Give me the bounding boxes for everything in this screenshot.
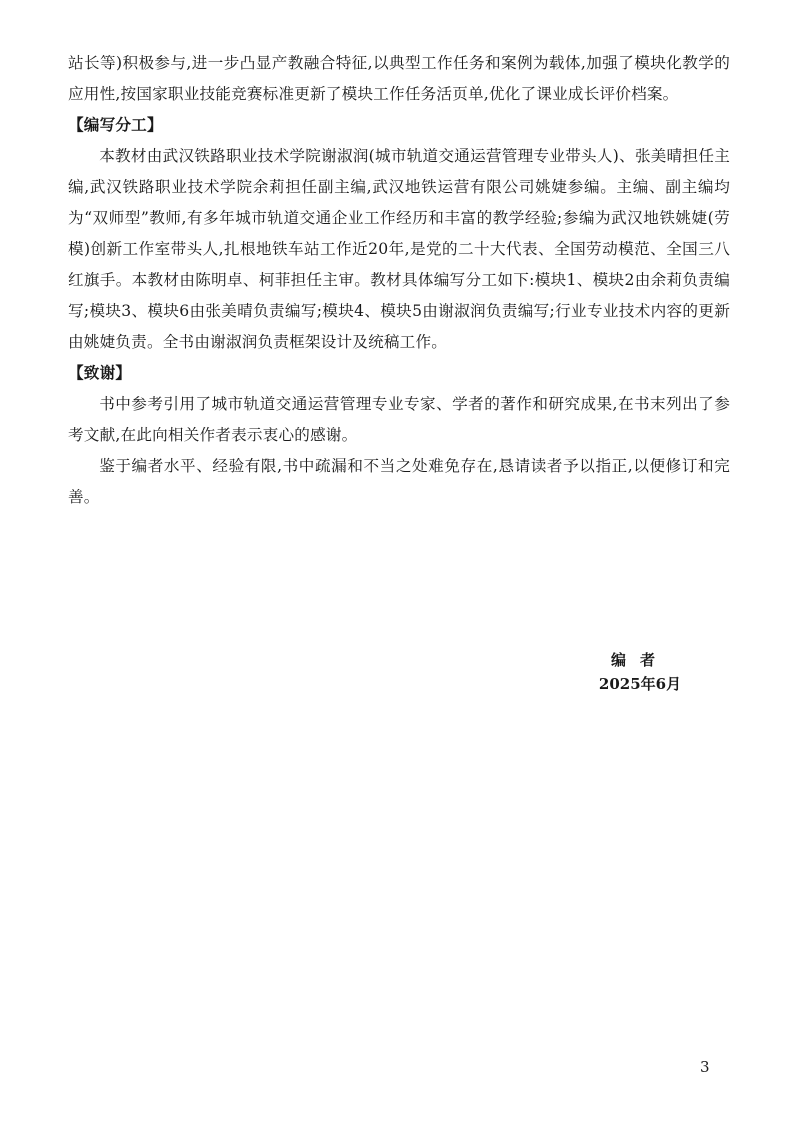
section-heading-acknowledgements: 【致谢】 <box>68 364 132 382</box>
section-heading-division-of-labor: 【编写分工】 <box>68 116 163 134</box>
disclaimer-paragraph: 鉴于编者水平、经验有限,书中疏漏和不当之处难免存在,恳请读者予以指正,以便修订和完善。 <box>68 457 730 506</box>
preface-body <box>68 48 730 513</box>
signature-author: 编者 <box>610 651 669 669</box>
page-number: 3 <box>700 1058 710 1076</box>
division-of-labor-paragraph: 本教材由武汉铁路职业技术学院谢淑润(城市轨道交通运营管理专业带头人)、张美晴担任主编,武汉铁路职业技术学院余莉担任副主编,武汉地铁运营有限公司姚婕参编。主编、副主编均为“双师型”教师,有多年城市轨道交通企业工作经历和丰富的教学经验;参编为武汉地铁姚婕(劳模)创新工作室带头人,扎根地铁车站工作近20年,是党的二十大代表、全国劳动模范、全国三八红旗手。本教材由陈明卓、柯菲担任主审。教材具体编写分工如下:模块1、模块2由余莉负责编写;模块3、模块6由张美晴负责编写;模块4、模块5由谢淑润负责编写;行业专业技术内容的更新由姚婕负责。全书由谢淑润负责框架设计及统稿工作。 <box>68 147 730 351</box>
acknowledgement-paragraph: 书中参考引用了城市轨道交通运营管理专业专家、学者的著作和研究成果,在书末列出了参考文献,在此向相关作者表示衷心的感谢。 <box>68 395 730 444</box>
signature-date: 2025年6月 <box>598 675 682 693</box>
intro-continuation-paragraph: 站长等)积极参与,进一步凸显产教融合特征,以典型工作任务和案例为载体,加强了模块化教学的应用性,按国家职业技能竞赛标准更新了模块工作任务活页单,优化了课业成长评价档案。 <box>68 54 730 103</box>
